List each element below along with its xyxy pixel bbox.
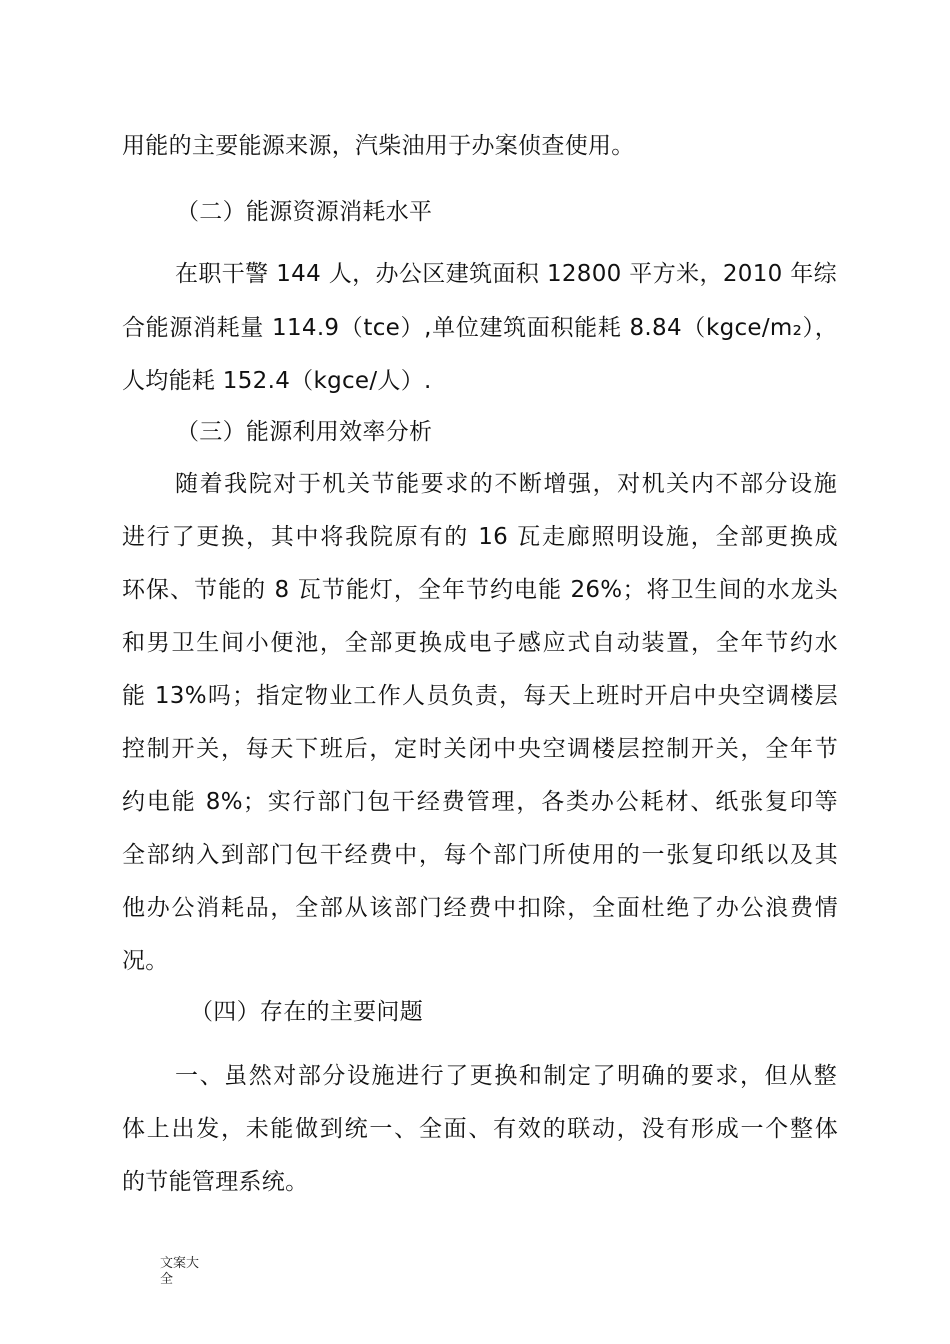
text-line: 的节能管理系统。 [122, 1169, 309, 1195]
text-line: 用能的主要能源来源，汽柴油用于办案侦查使用。 [122, 133, 635, 159]
page-footer: 文案大全 [160, 1256, 200, 1287]
text-line: 一、虽然对部分设施进行了更换和制定了明确的要求，但从整 [175, 1063, 837, 1089]
text-line: 在职干警 144 人，办公区建筑面积 12800 平方米，2010 年综 [175, 261, 837, 287]
text-line: 环保、节能的 8 瓦节能灯，全年节约电能 26%；将卫生间的水龙头 [122, 577, 838, 603]
text-line: 合能源消耗量 114.9（tce）,单位建筑面积能耗 8.84（kgce/m₂）， [122, 315, 838, 341]
text-line: 他办公消耗品，全部从该部门经费中扣除，全面杜绝了办公浪费情 [122, 895, 838, 921]
text-line: 控制开关，每天下班后，定时关闭中央空调楼层控制开关，全年节 [122, 736, 838, 762]
text-line: 约电能 8%；实行部门包干经费管理，各类办公耗材、纸张复印等 [122, 789, 838, 815]
text-line: 人均能耗 152.4（kgce/人）. [122, 368, 432, 394]
section-heading: （三）能源利用效率分析 [176, 419, 433, 445]
text-line: 体上出发，未能做到统一、全面、有效的联动，没有形成一个整体 [122, 1116, 838, 1142]
text-line: 随着我院对于机关节能要求的不断增强，对机关内不部分设施 [175, 471, 837, 497]
text-line: 进行了更换，其中将我院原有的 16 瓦走廊照明设施，全部更换成 [122, 524, 838, 550]
section-heading: （四）存在的主要问题 [190, 999, 423, 1025]
text-line: 和男卫生间小便池，全部更换成电子感应式自动装置，全年节约水 [122, 630, 838, 656]
section-heading: （二）能源资源消耗水平 [176, 199, 433, 225]
text-line: 况。 [122, 948, 169, 974]
text-line: 能 13%吗；指定物业工作人员负责，每天上班时开启中央空调楼层 [122, 683, 838, 709]
text-line: 全部纳入到部门包干经费中，每个部门所使用的一张复印纸以及其 [122, 842, 838, 868]
